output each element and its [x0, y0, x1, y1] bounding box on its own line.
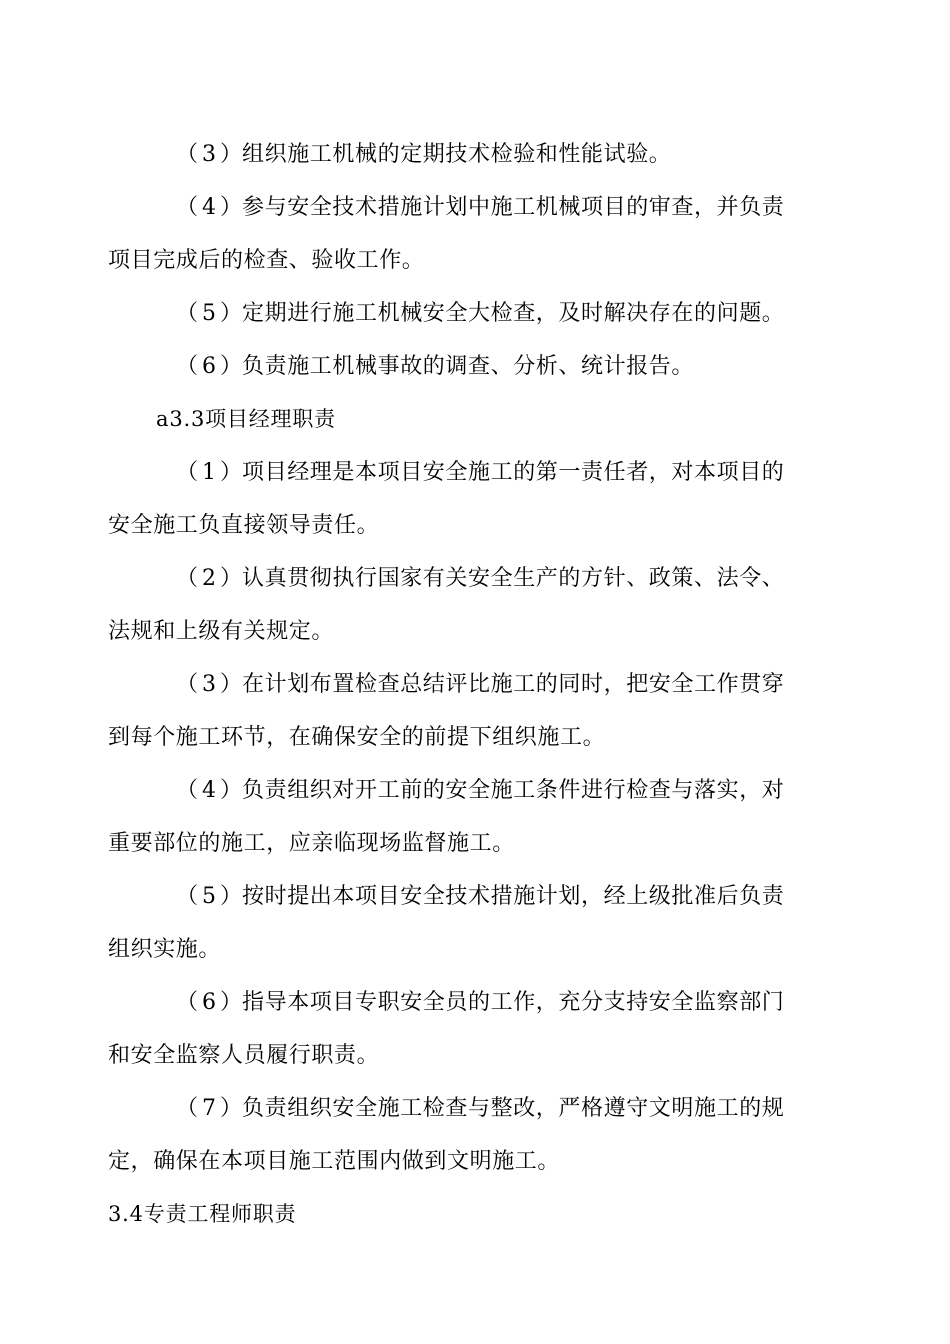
paragraph-pm-item-5 — [108, 870, 828, 976]
item-number: （2） — [176, 566, 246, 591]
paragraph-text: 参与安全技术措施计划中施工机械项目的审查，并负责 — [242, 195, 785, 220]
item-number: （5） — [176, 884, 246, 909]
paragraph-text: 项目经理是本项目安全施工的第一责任者，对本项目的 — [242, 460, 785, 485]
paragraph-text: 按时提出本项目安全技术措施计划，经上级批准后负责 — [242, 884, 785, 909]
paragraph-pm-item-6 — [108, 976, 828, 1082]
paragraph-text: 到每个施工环节，在确保安全的前提下组织施工。 — [108, 725, 606, 750]
paragraph-pm-item-1 — [108, 446, 828, 552]
item-number: （4） — [176, 195, 246, 220]
paragraph-text: 项目完成后的检查、验收工作。 — [108, 248, 425, 273]
item-number: （3） — [176, 142, 246, 167]
item-number: （4） — [176, 778, 246, 803]
section-heading-3-4: 3.4专责工程师职责 — [108, 1202, 297, 1226]
paragraph-text: 重要部位的施工，应亲临现场监督施工。 — [108, 831, 515, 856]
paragraph-item-6 — [108, 340, 828, 393]
paragraph-text: 和安全监察人员履行职责。 — [108, 1043, 380, 1068]
paragraph-text: 负责施工机械事故的调查、分析、统计报告。 — [242, 354, 695, 379]
item-number: （6） — [176, 354, 246, 379]
paragraph-text: 安全施工负直接领导责任。 — [108, 513, 380, 538]
item-number: （5） — [176, 301, 246, 326]
paragraph-text: 指导本项目专职安全员的工作，充分支持安全监察部门 — [242, 990, 785, 1015]
item-number: （3） — [176, 672, 246, 697]
item-number: （7） — [176, 1096, 246, 1121]
section-heading-3-3: a3.3项目经理职责 — [156, 407, 336, 431]
paragraph-item-4 — [108, 181, 828, 287]
paragraph-text: 认真贯彻执行国家有关安全生产的方针、政策、法令、 — [242, 566, 785, 591]
paragraph-item-3 — [108, 128, 828, 181]
paragraph-text: 定期进行施工机械安全大检查，及时解决存在的问题。 — [242, 301, 785, 326]
paragraph-pm-item-7 — [108, 1082, 828, 1188]
paragraph-text: 组织施工机械的定期技术检验和性能试验。 — [242, 142, 672, 167]
paragraph-pm-item-3 — [108, 658, 828, 764]
paragraph-text: 法规和上级有关规定。 — [108, 619, 335, 644]
paragraph-text: 定，确保在本项目施工范围内做到文明施工。 — [108, 1149, 561, 1174]
paragraph-pm-item-4 — [108, 764, 828, 870]
item-number: （6） — [176, 990, 246, 1015]
item-number: （1） — [176, 460, 246, 485]
paragraph-text: 负责组织安全施工检查与整改，严格遵守文明施工的规 — [242, 1096, 785, 1121]
paragraph-text: 负责组织对开工前的安全施工条件进行检查与落实，对 — [242, 778, 785, 803]
paragraph-text: 组织实施。 — [108, 937, 222, 962]
paragraph-item-5 — [108, 287, 828, 340]
paragraph-text: 在计划布置检查总结评比施工的同时，把安全工作贯穿 — [242, 672, 785, 697]
paragraph-pm-item-2 — [108, 552, 828, 658]
